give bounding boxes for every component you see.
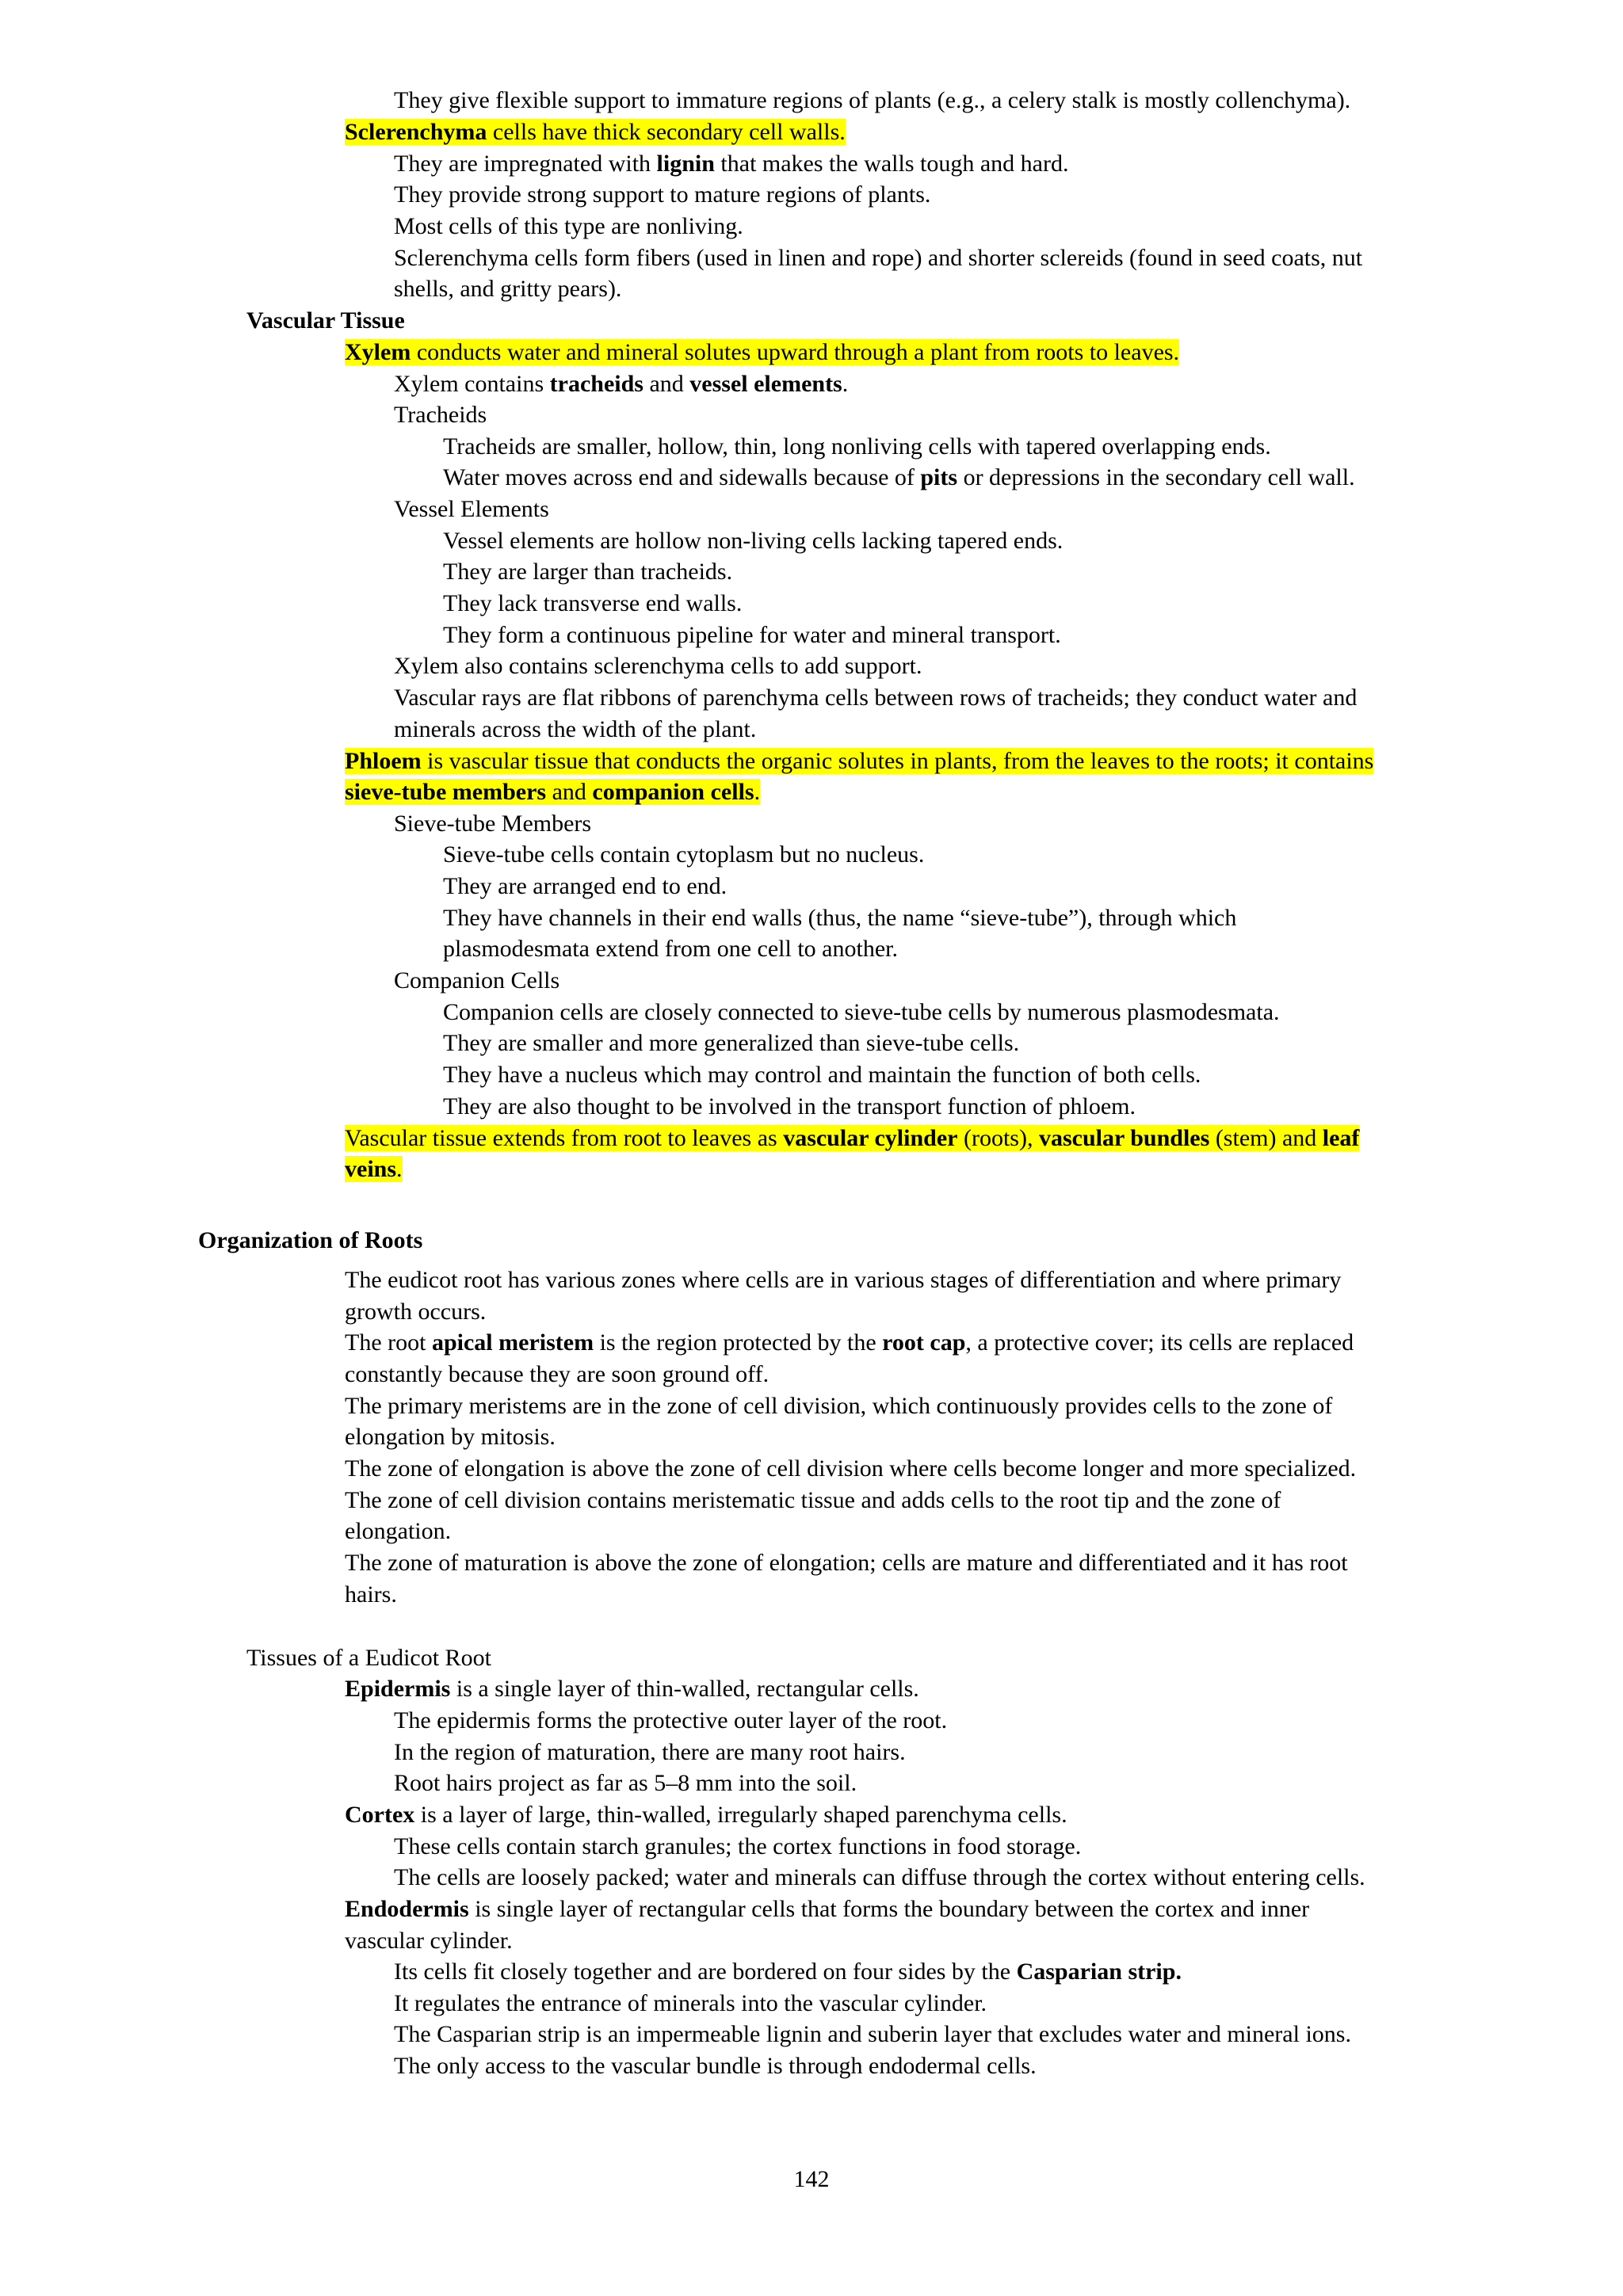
text-run: Tissues of a Eudicot Root [246, 1645, 491, 1671]
item-text [394, 1705, 947, 1737]
text-run: Tracheids are smaller, hollow, thin, long nonliving cells with tapered overlapping ends. [443, 433, 1271, 460]
text-run: is the region protected by the [594, 1329, 883, 1356]
text-run: These cells contain starch granules; the cortex functions in food storage. [394, 1833, 1082, 1859]
text-run: minerals across the width of the plant. [394, 716, 757, 742]
item-text [345, 1327, 1354, 1359]
text-run: Xylem contains [394, 371, 550, 397]
highlighted-text: leaf [1322, 1125, 1360, 1151]
highlighted-text: veins [345, 1156, 397, 1182]
item-text [345, 1453, 1356, 1485]
text-run: They are larger than tracheids. [443, 559, 733, 585]
text-run: , a protective cover; its cells are replaced [965, 1329, 1354, 1356]
highlighted-text: (roots), [957, 1125, 1039, 1151]
highlighted-text: cells have thick secondary cell walls. [487, 119, 846, 145]
item-text [345, 1154, 403, 1185]
text-run: elongation. [345, 1518, 452, 1544]
text-run: They are smaller and more generalized than sieve-tube cells. [443, 1030, 1020, 1056]
highlighted-text: companion cells [592, 779, 754, 805]
item-text [394, 1956, 1182, 1988]
text-run: or depressions in the secondary cell wall. [957, 464, 1355, 490]
item-text [394, 650, 922, 682]
text-run: . [842, 371, 849, 397]
text-run: The primary meristems are in the zone of cell division, which continuously provides cells to the zone of [345, 1393, 1333, 1419]
item-text [443, 462, 1355, 494]
item-text [345, 1925, 513, 1957]
item-text [394, 242, 1362, 274]
item-text [345, 1123, 1359, 1154]
item-text [345, 1359, 769, 1390]
item-text [394, 273, 621, 305]
item-text [443, 525, 1063, 557]
item-text [345, 1421, 556, 1453]
bold-term: pits [920, 464, 958, 490]
bold-term: Organization of Roots [198, 1227, 423, 1253]
item-text [443, 431, 1271, 463]
highlighted-text: Sclerenchyma [345, 119, 487, 145]
item-text [198, 1225, 422, 1257]
text-run: Sieve-tube cells contain cytoplasm but no nucleus. [443, 841, 925, 868]
item-text [345, 337, 1179, 368]
text-run: They are arranged end to end. [443, 873, 727, 899]
text-run: They lack transverse end walls. [443, 590, 743, 616]
item-text [394, 179, 930, 211]
bold-term: tracheids [549, 371, 643, 397]
text-run: Water moves across end and sidewalls because of [443, 464, 921, 490]
item-text [394, 2019, 1351, 2050]
item-text [443, 839, 924, 871]
text-run: The zone of maturation is above the zone of elongation; cells are mature and differentiated and it has root [345, 1550, 1348, 1576]
text-run: They have a nucleus which may control and maintain the function of both cells. [443, 1062, 1201, 1088]
item-text [443, 1028, 1019, 1059]
text-run: The zone of cell division contains meristematic tissue and adds cells to the root tip and the zone of [345, 1487, 1281, 1513]
text-run: Vascular rays are flat ribbons of parenchyma cells between rows of tracheids; they conduct water and [394, 685, 1358, 711]
highlighted-text: (stem) and [1209, 1125, 1323, 1151]
bold-term: lignin [656, 151, 715, 177]
item-text [394, 211, 743, 242]
text-run: Root hairs project as far as 5–8 mm into the soil. [394, 1770, 857, 1796]
text-run: They are impregnated with [394, 151, 657, 177]
bold-term: Casparian strip. [1016, 1958, 1182, 1985]
text-run: They have channels in their end walls (thus, the name “sieve-tube”), through which [443, 905, 1237, 931]
text-run: shells, and gritty pears). [394, 276, 622, 302]
item-text [443, 588, 742, 620]
text-run: Xylem also contains sclerenchyma cells to add support. [394, 653, 922, 679]
highlighted-text: conducts water and mineral solutes upward through a plant from roots to leaves. [411, 339, 1180, 365]
text-run: The epidermis forms the protective outer layer of the root. [394, 1707, 948, 1733]
text-run: hairs. [345, 1581, 397, 1608]
item-text [345, 1516, 451, 1547]
item-text [246, 305, 405, 337]
highlighted-text: and [546, 779, 593, 805]
text-run: In the region of maturation, there are many root hairs. [394, 1739, 906, 1765]
text-run: They give flexible support to immature regions of plants (e.g., a celery stalk is mostly collenchyma). [394, 87, 1351, 113]
item-text [246, 1642, 491, 1674]
item-text [345, 1264, 1341, 1296]
bold-term: Endodermis [345, 1896, 469, 1922]
text-run: Sclerenchyma cells form fibers (used in linen and rope) and shorter sclereids (found in seed coats, nut [394, 245, 1363, 271]
item-text [345, 1799, 1067, 1831]
text-run: Companion Cells [394, 967, 560, 994]
item-text [394, 85, 1350, 116]
page-number: 142 [793, 2166, 830, 2192]
item-text [443, 556, 732, 588]
text-run: elongation by mitosis. [345, 1424, 556, 1450]
item-text [394, 682, 1357, 714]
text-run: They are also thought to be involved in the transport function of phloem. [443, 1093, 1136, 1119]
bold-term: root cap [882, 1329, 966, 1356]
text-run: The cells are loosely packed; water and minerals can diffuse through the cortex without entering cells. [394, 1864, 1365, 1890]
item-text [394, 148, 1068, 180]
item-text [394, 399, 487, 431]
text-run: constantly because they are soon ground off. [345, 1361, 769, 1387]
text-run: Most cells of this type are nonliving. [394, 213, 743, 239]
text-run: The only access to the vascular bundle is through endodermal cells. [394, 2053, 1037, 2079]
highlighted-text: Xylem [345, 339, 411, 365]
item-text [443, 902, 1236, 934]
highlighted-text: is vascular tissue that conducts the organic solutes in plants, from the leaves to the roots; it contains [421, 748, 1374, 774]
item-text [345, 1894, 1309, 1925]
text-run: Companion cells are closely connected to sieve-tube cells by numerous plasmodesmata. [443, 999, 1280, 1025]
item-text [394, 1862, 1365, 1894]
item-text [443, 620, 1061, 651]
highlighted-text: . [754, 779, 761, 805]
bold-term: Vascular Tissue [246, 307, 405, 334]
text-run: is a layer of large, thin-walled, irregularly shaped parenchyma cells. [414, 1802, 1067, 1828]
item-text [394, 808, 591, 840]
item-text [394, 1737, 906, 1768]
text-run: Tracheids [394, 402, 487, 428]
text-run: Vessel Elements [394, 496, 549, 522]
item-text [443, 1091, 1136, 1123]
item-text [394, 1988, 987, 2019]
item-text [394, 1831, 1081, 1863]
text-run: They provide strong support to mature regions of plants. [394, 181, 931, 208]
text-run: Vessel elements are hollow non-living cells lacking tapered ends. [443, 528, 1064, 554]
highlighted-text: vascular cylinder [783, 1125, 958, 1151]
item-text [443, 871, 727, 902]
bold-term: vessel elements [689, 371, 842, 397]
highlighted-text: Vascular tissue extends from root to leaves as [345, 1125, 784, 1151]
item-text [443, 933, 898, 965]
text-run: vascular cylinder. [345, 1928, 513, 1954]
item-text [345, 1296, 486, 1328]
item-text [345, 1579, 397, 1611]
item-text [394, 714, 756, 746]
text-run: The zone of elongation is above the zone of cell division where cells become longer and more specialized. [345, 1455, 1357, 1482]
item-text [443, 997, 1280, 1028]
highlighted-text: . [396, 1156, 403, 1182]
text-run: The eudicot root has various zones where cells are in various stages of differentiation and where primary [345, 1267, 1342, 1293]
text-run: is a single layer of thin-walled, rectangular cells. [450, 1676, 919, 1702]
highlighted-text: Phloem [345, 748, 422, 774]
item-text [345, 1547, 1348, 1579]
text-run: It regulates the entrance of minerals into the vascular cylinder. [394, 1990, 987, 2016]
item-text [394, 965, 559, 997]
text-run: plasmodesmata extend from one cell to another. [443, 936, 898, 962]
item-text [394, 368, 848, 400]
text-run: The root [345, 1329, 432, 1356]
bold-term: Epidermis [345, 1676, 451, 1702]
item-text [345, 746, 1373, 777]
item-text [394, 2050, 1037, 2082]
highlighted-text: vascular bundles [1038, 1125, 1210, 1151]
item-text [345, 776, 760, 808]
item-text [443, 1059, 1201, 1091]
item-text [394, 494, 549, 525]
item-text [345, 116, 846, 148]
item-text [394, 1768, 857, 1799]
text-run: and [643, 371, 690, 397]
highlighted-text: sieve-tube members [345, 779, 547, 805]
text-run: growth occurs. [345, 1299, 487, 1325]
item-text [345, 1485, 1281, 1516]
text-run: is single layer of rectangular cells that forms the boundary between the cortex and inner [468, 1896, 1310, 1922]
bold-term: Cortex [345, 1802, 415, 1828]
bold-term: apical meristem [431, 1329, 594, 1356]
text-run: that makes the walls tough and hard. [714, 151, 1069, 177]
text-run: Sieve-tube Members [394, 810, 592, 837]
item-text [345, 1390, 1332, 1422]
text-run: They form a continuous pipeline for water and mineral transport. [443, 622, 1061, 648]
item-text [345, 1673, 919, 1705]
text-run: The Casparian strip is an impermeable lignin and suberin layer that excludes water and mineral ions. [394, 2021, 1351, 2047]
text-run: Its cells fit closely together and are bordered on four sides by the [394, 1958, 1017, 1985]
